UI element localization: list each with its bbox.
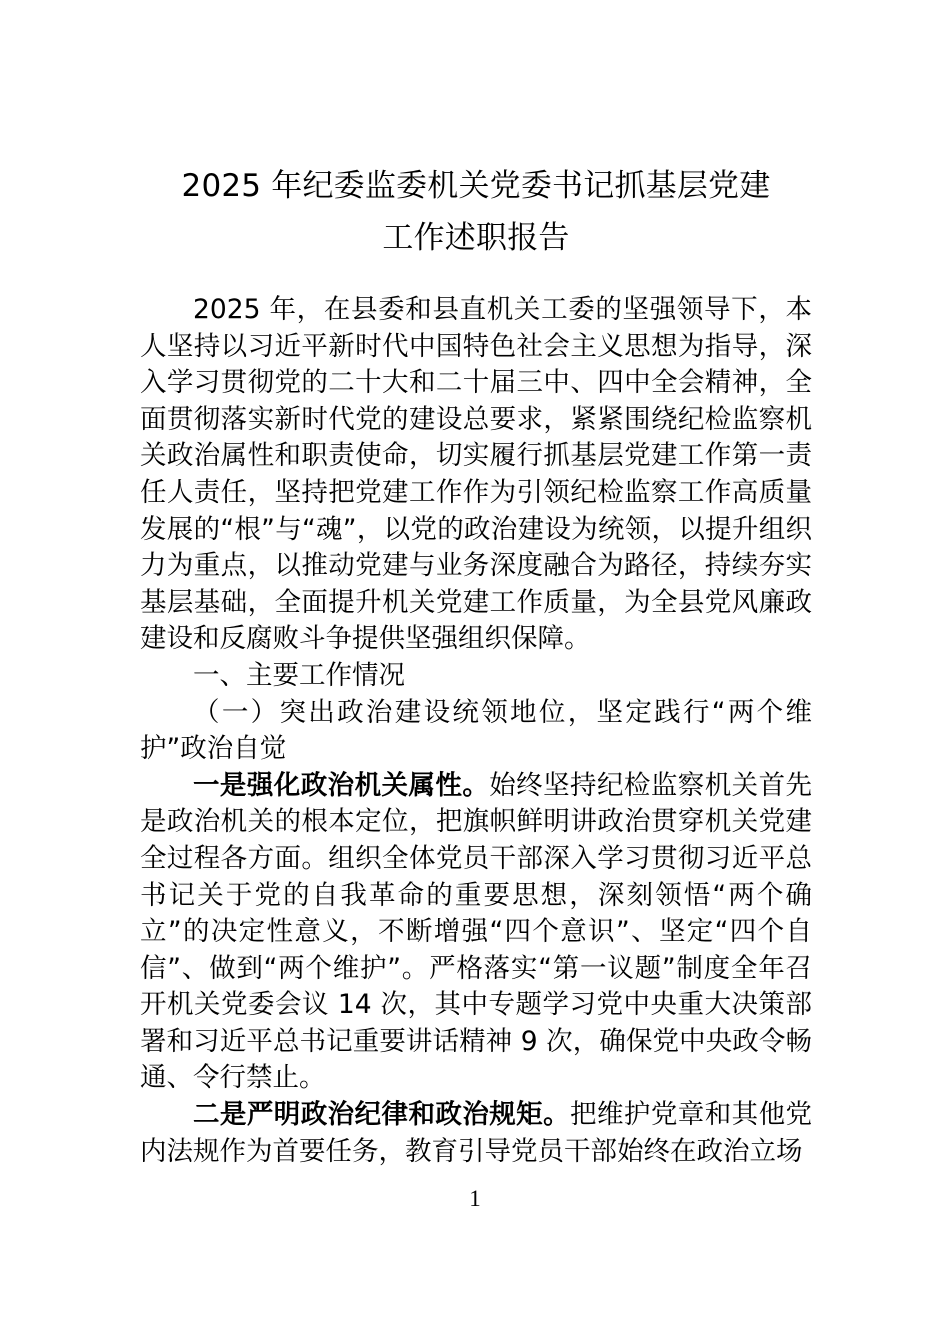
document-title-line-2: 工作述职报告 <box>382 220 570 256</box>
heading-subsection-one <box>140 695 812 768</box>
paragraph-point-two-lead: 二是严明政治纪律和政治规矩。 <box>193 1099 571 1131</box>
paragraph-point-one <box>140 768 812 1097</box>
paragraph-intro <box>140 292 812 658</box>
paragraph-point-one-lead: 一是强化政治机关属性。 <box>193 769 490 801</box>
heading-section-one-text: 一、主要工作情况 <box>193 659 405 691</box>
paragraph-point-one-text: 始终坚持纪检监察机关首先是政治机关的根本定位，把旗帜鲜明讲政治贯穿机关党建全过程各方面。组织全体党员干部深入学习贯彻习近平总书记关于党的自我革命的重要思想，深刻领悟“两个确立”的决定性意义，不断增强“四个意识”、坚定“四个自信”、做到“两个维护”。严格落实“第一议题”制度全年召开机关党委会议 14 次，其中专题学习党中央重大决策部署和习近平总书记重要讲话精神 9 次，确保党中央政令畅通、令行禁止。 <box>140 769 812 1094</box>
document-title <box>140 160 812 264</box>
document-title-line-1: 2025 年纪委监委机关党委书记抓基层党建 <box>181 168 771 204</box>
heading-section-one <box>140 658 812 695</box>
page-content <box>140 160 812 1170</box>
paragraph-intro-text: 2025 年，在县委和县直机关工委的坚强领导下，本人坚持以习近平新时代中国特色社会主义思想为指导，深入学习贯彻党的二十大和二十届三中、四中全会精神，全面贯彻落实新时代党的建设总要求，紧紧围绕纪检监察机关政治属性和职责使命，切实履行抓基层党建工作第一责任人责任，坚持把党建工作作为引领纪检监察工作高质量发展的“根”与“魂”，以党的政治建设为统领，以提升组织力为重点，以推动党建与业务深度融合为路径，持续夯实基层基础，全面提升机关党建工作质量，为全县党风廉政建设和反腐败斗争提供坚强组织保障。 <box>140 294 812 655</box>
page-number: 1 <box>469 1186 481 1211</box>
heading-subsection-one-text: （一）突出政治建设统领地位，坚定践行“两个维护”政治自觉 <box>140 696 812 765</box>
paragraph-point-two-text: 把维护党章和其他党内法规作为首要任务，教育引导党员干部始终在政治立场 <box>140 1099 813 1167</box>
paragraph-point-two <box>140 1097 812 1170</box>
